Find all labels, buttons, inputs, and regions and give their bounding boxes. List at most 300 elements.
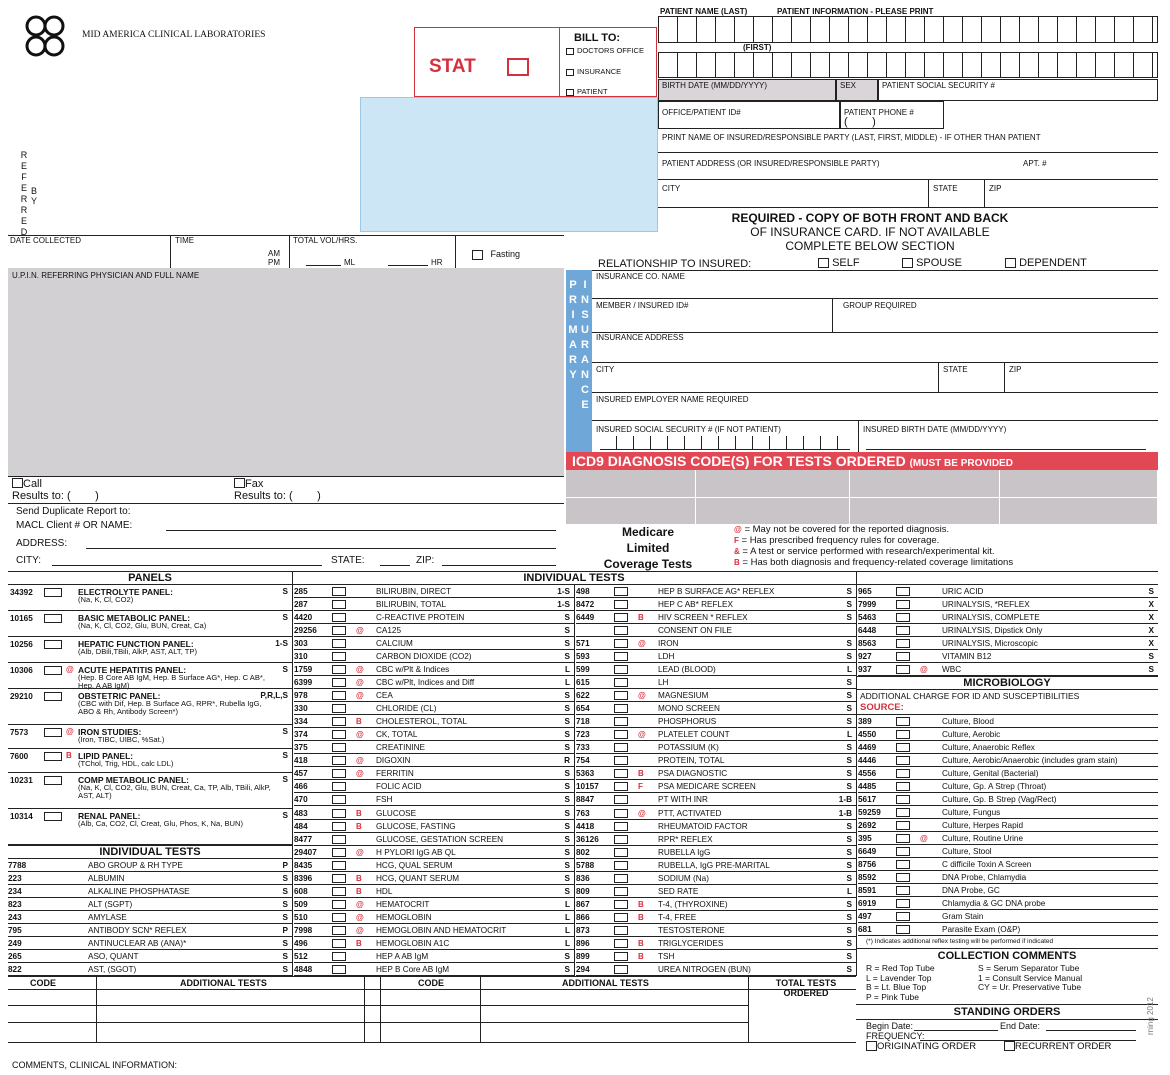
test-code: 496 <box>294 938 308 948</box>
panel-row <box>8 725 292 749</box>
panel-row <box>8 809 292 845</box>
test-checkbox[interactable] <box>614 652 628 661</box>
panel-tube: S <box>282 613 288 622</box>
test-row <box>294 702 574 715</box>
test-checkbox[interactable] <box>614 926 628 935</box>
panel-code: 10306 <box>10 666 33 675</box>
bill-insurance[interactable]: INSURANCE <box>566 68 621 76</box>
test-checkbox[interactable] <box>614 756 628 765</box>
test-checkbox[interactable] <box>332 782 346 791</box>
test-code: 29407 <box>294 847 317 857</box>
panel-tube: S <box>282 665 288 674</box>
bill-doctors-office[interactable]: DOCTORS OFFICE <box>566 47 644 55</box>
test-code: 4848 <box>294 964 313 974</box>
test-code: 4420 <box>294 613 313 623</box>
stat-checkbox[interactable] <box>507 58 529 76</box>
test-code: 754 <box>576 756 590 766</box>
tube-type: S <box>846 860 852 870</box>
test-checkbox[interactable] <box>332 743 346 752</box>
test-code: 287 <box>294 600 308 610</box>
tube-type: S <box>564 743 570 753</box>
panel-row <box>8 773 292 809</box>
panel-row <box>8 637 292 663</box>
test-name: HEMATOCRIT <box>376 899 430 909</box>
test-name: CEA <box>376 691 393 701</box>
test-row <box>294 767 574 780</box>
test-checkbox[interactable] <box>896 717 910 726</box>
panel-tube: S <box>282 751 288 760</box>
test-row <box>576 741 856 754</box>
test-name: ALKALINE PHOSPHATASE <box>88 887 190 896</box>
test-checkbox[interactable] <box>896 769 910 778</box>
test-checkbox[interactable] <box>614 900 628 909</box>
test-checkbox[interactable] <box>614 626 628 635</box>
panel-checkbox[interactable] <box>44 692 62 701</box>
test-checkbox[interactable] <box>896 873 910 882</box>
fax-results-checkbox[interactable]: Fax Results to: ( ) <box>234 478 321 502</box>
bill-patient[interactable]: PATIENT <box>566 88 608 96</box>
coverage-mark: @ <box>638 691 646 701</box>
test-checkbox[interactable] <box>614 743 628 752</box>
test-checkbox[interactable] <box>614 769 628 778</box>
test-checkbox[interactable] <box>332 756 346 765</box>
date-collected-label: DATE COLLECTED <box>10 236 81 245</box>
test-name: URINALYSIS, Dipstick Only <box>942 626 1043 635</box>
test-row <box>576 911 856 924</box>
test-checkbox[interactable] <box>614 822 628 831</box>
test-name: SODIUM (Na) <box>658 873 709 883</box>
test-checkbox[interactable] <box>332 652 346 661</box>
tube-type: X <box>1148 639 1154 648</box>
test-checkbox[interactable] <box>896 587 910 596</box>
test-name: C difficile Toxin A Screen <box>942 860 1032 869</box>
results-state-label: STATE: <box>331 555 365 566</box>
test-checkbox[interactable] <box>332 874 346 883</box>
test-row <box>576 833 856 846</box>
additional-tests2-header: ADDITIONAL TESTS <box>562 978 649 988</box>
test-checkbox[interactable] <box>896 821 910 830</box>
test-row <box>858 663 1158 676</box>
panel-detail: (Na, K, Cl, CO2) <box>78 595 134 604</box>
tube-type: S <box>564 626 570 636</box>
test-checkbox[interactable] <box>896 665 910 674</box>
test-row <box>858 923 1158 936</box>
panel-row <box>8 689 292 725</box>
test-checkbox[interactable] <box>896 912 910 921</box>
tube-type: S <box>846 613 852 623</box>
test-checkbox[interactable] <box>614 587 628 596</box>
test-checkbox[interactable] <box>332 835 346 844</box>
test-checkbox[interactable] <box>896 847 910 856</box>
test-checkbox[interactable] <box>332 926 346 935</box>
tube-type: 1-S <box>557 600 570 610</box>
test-name: ALT (SGPT) <box>88 900 133 909</box>
fasting-checkbox[interactable]: Fasting <box>472 249 520 260</box>
test-row <box>858 767 1158 780</box>
test-code: 8563 <box>858 639 877 648</box>
test-checkbox[interactable] <box>332 848 346 857</box>
test-row <box>576 898 856 911</box>
microbiology-heading: MICROBIOLOGY <box>856 676 1158 690</box>
test-name: RUBELLA IgG <box>658 847 711 857</box>
test-name: HEP C AB* REFLEX <box>658 600 733 610</box>
tube-type: S <box>846 600 852 610</box>
relationship-self[interactable]: SELF <box>818 257 860 269</box>
test-checkbox[interactable] <box>614 704 628 713</box>
panel-checkbox[interactable] <box>44 776 62 785</box>
panel-detail: (TChol, Trig, HDL, calc LDL) <box>78 759 174 768</box>
coverage-mark: @ <box>356 730 364 740</box>
test-checkbox[interactable] <box>614 809 628 818</box>
tube-type: S <box>564 795 570 805</box>
test-checkbox[interactable] <box>896 860 910 869</box>
test-checkbox[interactable] <box>332 613 346 622</box>
test-checkbox[interactable] <box>896 795 910 804</box>
test-name: Culture, Herpes Rapid <box>942 821 1024 830</box>
test-code: 375 <box>294 743 308 753</box>
test-name: HEP A AB IgM <box>376 951 429 961</box>
test-name: C-REACTIVE PROTEIN <box>376 613 465 623</box>
test-name: GLUCOSE, FASTING <box>376 821 456 831</box>
panel-code: 7600 <box>10 752 29 761</box>
insurance-state-label: STATE <box>943 365 968 374</box>
coverage-mark: @ <box>356 769 364 779</box>
panel-mark: @ <box>66 727 74 736</box>
test-name: DNA Probe, GC <box>942 886 1000 895</box>
test-name: Culture, Genital (Bacterial) <box>942 769 1039 778</box>
test-code: 937 <box>858 665 872 674</box>
coverage-mark: B <box>638 951 644 961</box>
test-row <box>294 793 574 806</box>
test-row <box>858 715 1158 728</box>
test-row <box>858 845 1158 858</box>
test-name: TSH <box>658 951 675 961</box>
test-code: 7788 <box>8 861 27 870</box>
test-checkbox[interactable] <box>896 782 910 791</box>
test-name: HIV SCREEN * REFLEX <box>658 613 748 623</box>
test-row <box>858 793 1158 806</box>
panel-tube: P,R,L,S <box>260 691 288 700</box>
tube-type: S <box>564 860 570 870</box>
test-checkbox[interactable] <box>332 822 346 831</box>
tube-type: S <box>564 652 570 662</box>
test-checkbox[interactable] <box>332 717 346 726</box>
city-label: CITY <box>662 184 681 193</box>
test-name: HCG, QUANT SERUM <box>376 873 460 883</box>
tube-type: S <box>282 939 288 948</box>
test-checkbox[interactable] <box>896 626 910 635</box>
tube-type: S <box>846 704 852 714</box>
panel-code: 34392 <box>10 588 33 597</box>
test-checkbox[interactable] <box>332 900 346 909</box>
test-name: RPR* REFLEX <box>658 834 713 844</box>
test-checkbox[interactable] <box>896 899 910 908</box>
test-code: 2692 <box>858 821 877 830</box>
test-row <box>8 963 292 976</box>
panel-tube: S <box>282 727 288 736</box>
ml-label: ML <box>344 258 356 267</box>
originating-order-checkbox[interactable]: ORIGINATING ORDER <box>866 1041 976 1052</box>
relationship-spouse[interactable]: SPOUSE <box>902 257 962 269</box>
test-row <box>8 924 292 937</box>
panel-mark: @ <box>66 665 74 674</box>
test-checkbox[interactable] <box>896 756 910 765</box>
tube-type: S <box>282 913 288 922</box>
panel-tube: S <box>282 587 288 596</box>
test-row <box>576 715 856 728</box>
panel-detail: (Alb, DBili,TBili, AlkP, AST, ALT, TP) <box>78 647 198 656</box>
total-vol-label: TOTAL VOL/HRS. <box>293 236 358 245</box>
test-row <box>294 624 574 637</box>
test-code: 873 <box>576 925 590 935</box>
coverage-mark: @ <box>356 626 364 636</box>
test-name: HEMOGLOBIN A1C <box>376 938 450 948</box>
test-checkbox[interactable] <box>332 769 346 778</box>
test-name: RHEUMATOID FACTOR <box>658 821 748 831</box>
test-checkbox[interactable] <box>614 848 628 857</box>
test-name: LDH <box>658 652 675 662</box>
sex-label: SEX <box>840 81 857 90</box>
panel-checkbox[interactable] <box>44 666 62 675</box>
test-checkbox[interactable] <box>614 678 628 687</box>
test-row <box>8 885 292 898</box>
coverage-mark: B <box>638 899 644 909</box>
tube-type: S <box>846 938 852 948</box>
test-checkbox[interactable] <box>332 626 346 635</box>
test-checkbox[interactable] <box>614 665 628 674</box>
test-checkbox[interactable] <box>614 874 628 883</box>
tube-type: L <box>564 938 570 948</box>
test-name: Culture, Anaerobic Reflex <box>942 743 1035 752</box>
tube-type: L <box>564 678 570 688</box>
test-checkbox[interactable] <box>614 939 628 948</box>
test-name: HCG, QUAL SERUM <box>376 860 453 870</box>
test-checkbox[interactable] <box>614 952 628 961</box>
tube-type: S <box>1148 652 1154 661</box>
test-checkbox[interactable] <box>332 861 346 870</box>
test-name: TESTOSTERONE <box>658 925 725 935</box>
panel-code: 10165 <box>10 614 33 623</box>
test-name: T-4, FREE <box>658 912 697 922</box>
insured-birth-field[interactable] <box>866 436 1146 450</box>
test-checkbox[interactable] <box>614 782 628 791</box>
tube-type: S <box>846 756 852 766</box>
test-checkbox[interactable] <box>614 965 628 974</box>
test-checkbox[interactable] <box>896 743 910 752</box>
test-code: 334 <box>294 717 308 727</box>
test-checkbox[interactable] <box>332 965 346 974</box>
test-code: 310 <box>294 652 308 662</box>
test-checkbox[interactable] <box>896 808 910 817</box>
test-code: 608 <box>294 886 308 896</box>
tube-type: P <box>282 926 288 935</box>
test-checkbox[interactable] <box>332 691 346 700</box>
recurrent-order-checkbox[interactable]: RECURRENT ORDER <box>1004 1041 1111 1052</box>
individual-tests-left-heading: INDIVIDUAL TESTS <box>8 845 292 859</box>
coverage-mark: @ <box>356 665 364 675</box>
test-code: 723 <box>576 730 590 740</box>
test-checkbox[interactable] <box>614 835 628 844</box>
test-checkbox[interactable] <box>614 717 628 726</box>
test-code: 6649 <box>858 847 877 856</box>
test-row <box>576 963 856 976</box>
test-code: 484 <box>294 821 308 831</box>
test-name: PSA DIAGNOSTIC <box>658 769 728 779</box>
test-checkbox[interactable] <box>896 886 910 895</box>
test-row <box>576 585 856 598</box>
tube-type: S <box>564 639 570 649</box>
panel-row <box>8 585 292 611</box>
test-checkbox[interactable] <box>332 913 346 922</box>
tube-type: S <box>846 782 852 792</box>
test-checkbox[interactable] <box>614 600 628 609</box>
test-code: 234 <box>8 887 22 896</box>
test-checkbox[interactable] <box>896 613 910 622</box>
test-name: LEAD (BLOOD) <box>658 665 716 675</box>
coverage-mark: @ <box>920 834 928 843</box>
test-code: 10157 <box>576 782 599 792</box>
test-checkbox[interactable] <box>332 639 346 648</box>
coverage-mark: @ <box>638 639 646 649</box>
coverage-mark: @ <box>356 691 364 701</box>
test-checkbox[interactable] <box>614 730 628 739</box>
test-row <box>858 806 1158 819</box>
relationship-dependent[interactable]: DEPENDENT <box>1005 257 1087 269</box>
patient-address-label: PATIENT ADDRESS (OR INSURED/RESPONSIBLE PARTY) <box>662 159 880 168</box>
results-zip-label: ZIP: <box>416 555 435 566</box>
test-name: CK, TOTAL <box>376 730 418 740</box>
test-checkbox[interactable] <box>332 704 346 713</box>
test-row <box>294 872 574 885</box>
test-name: VITAMIN B12 <box>942 652 992 661</box>
test-name: BILIRUBIN, DIRECT <box>376 587 452 596</box>
panel-checkbox[interactable] <box>44 640 62 649</box>
test-checkbox[interactable] <box>896 600 910 609</box>
test-checkbox[interactable] <box>896 639 910 648</box>
panel-name: LIPID PANEL: <box>78 751 134 761</box>
test-name: H PYLORI IgG AB QL <box>376 847 456 857</box>
patient-last-name-boxes[interactable] <box>658 16 1158 43</box>
test-row <box>576 676 856 689</box>
test-name: UREA NITROGEN (BUN) <box>658 964 751 974</box>
test-checkbox[interactable] <box>332 809 346 818</box>
panel-tube: 1-S <box>275 639 288 648</box>
test-code: 654 <box>576 704 590 714</box>
test-code: 7998 <box>294 925 313 935</box>
test-checkbox[interactable] <box>332 952 346 961</box>
test-checkbox[interactable] <box>896 925 910 934</box>
test-checkbox[interactable] <box>614 691 628 700</box>
test-row <box>576 950 856 963</box>
coverage-mark: B <box>638 912 644 922</box>
birth-date-label: BIRTH DATE (MM/DD/YYYY) <box>662 81 768 90</box>
test-checkbox[interactable] <box>332 887 346 896</box>
test-checkbox[interactable] <box>614 861 628 870</box>
test-code: 374 <box>294 730 308 740</box>
panel-name: HEPATIC FUNCTION PANEL: <box>78 639 194 649</box>
test-name: CBC w/Plt & Indices <box>376 665 450 675</box>
microbiology-column <box>858 715 1158 936</box>
test-code: 8592 <box>858 873 877 882</box>
coverage-mark: @ <box>356 847 364 857</box>
call-results-checkbox[interactable]: Call Results to: ( ) <box>12 478 99 502</box>
test-code: 330 <box>294 704 308 714</box>
test-checkbox[interactable] <box>332 939 346 948</box>
test-code: 4418 <box>576 821 595 831</box>
test-checkbox[interactable] <box>614 639 628 648</box>
test-checkbox[interactable] <box>614 887 628 896</box>
primary-letters: P R I M A R Y <box>568 279 578 381</box>
test-name: ANTINUCLEAR AB (ANA)* <box>88 939 187 948</box>
test-checkbox[interactable] <box>614 795 628 804</box>
panels-column <box>8 585 292 845</box>
tube-type: S <box>564 808 570 818</box>
test-checkbox[interactable] <box>614 613 628 622</box>
test-name: PLATELET COUNT <box>658 730 730 740</box>
test-row <box>294 833 574 846</box>
test-checkbox[interactable] <box>332 587 346 596</box>
address-label: ADDRESS: <box>16 538 68 549</box>
test-code: 622 <box>576 691 590 701</box>
panel-checkbox[interactable] <box>44 614 62 623</box>
test-code: 867 <box>576 899 590 909</box>
test-code: 4469 <box>858 743 877 752</box>
test-name: DNA Probe, Chlamydia <box>942 873 1027 882</box>
panel-checkbox[interactable] <box>44 588 62 597</box>
panel-checkbox[interactable] <box>44 728 62 737</box>
test-checkbox[interactable] <box>614 913 628 922</box>
lab-name: MID AMERICA CLINICAL LABORATORIES <box>82 30 266 40</box>
medicare-title: Medicare Limited Coverage Tests <box>603 525 693 571</box>
coverage-mark: F <box>638 782 643 792</box>
test-checkbox[interactable] <box>896 834 910 843</box>
test-code: 899 <box>576 951 590 961</box>
test-code: 5617 <box>858 795 877 804</box>
collection-legend: R = Red Top Tube S = Serum Separator Tube L = Lavender Top 1 = Consult Service Manual B = Lt. Blue Top CY = Ur. Preservative Tube P = Pink Tube <box>866 963 1083 1002</box>
test-code: 418 <box>294 756 308 766</box>
test-checkbox[interactable] <box>332 730 346 739</box>
panel-code: 7573 <box>10 728 29 737</box>
tube-type: S <box>846 691 852 701</box>
test-row <box>294 611 574 624</box>
test-name: TRIGLYCERIDES <box>658 938 724 948</box>
test-checkbox[interactable] <box>896 730 910 739</box>
test-checkbox[interactable] <box>896 652 910 661</box>
panel-detail: (Na, K, Cl, CO2, Glu, BUN, Creat, Ca, TP, Alb, TBili, AlkP, AST, ALT) <box>78 783 271 800</box>
panel-checkbox[interactable] <box>44 752 62 761</box>
test-checkbox[interactable] <box>332 600 346 609</box>
test-row <box>576 650 856 663</box>
upin-physician-field[interactable] <box>8 268 564 476</box>
test-checkbox[interactable] <box>332 678 346 687</box>
test-code: 615 <box>576 678 590 688</box>
tube-type: S <box>282 900 288 909</box>
test-checkbox[interactable] <box>332 665 346 674</box>
tube-type: S <box>846 964 852 974</box>
test-code: 8756 <box>858 860 877 869</box>
test-code: 8847 <box>576 795 595 805</box>
test-code: 8477 <box>294 834 313 844</box>
test-checkbox[interactable] <box>332 795 346 804</box>
tube-type: S <box>1148 665 1154 674</box>
coverage-mark: B <box>356 873 362 883</box>
test-name: CBC w/Plt, Indices and Diff <box>376 678 475 688</box>
test-name: PSA MEDICARE SCREEN <box>658 782 756 792</box>
panel-checkbox[interactable] <box>44 812 62 821</box>
test-code: 265 <box>8 952 22 961</box>
patient-first-name-boxes[interactable] <box>658 52 1158 78</box>
test-code: 7999 <box>858 600 877 609</box>
